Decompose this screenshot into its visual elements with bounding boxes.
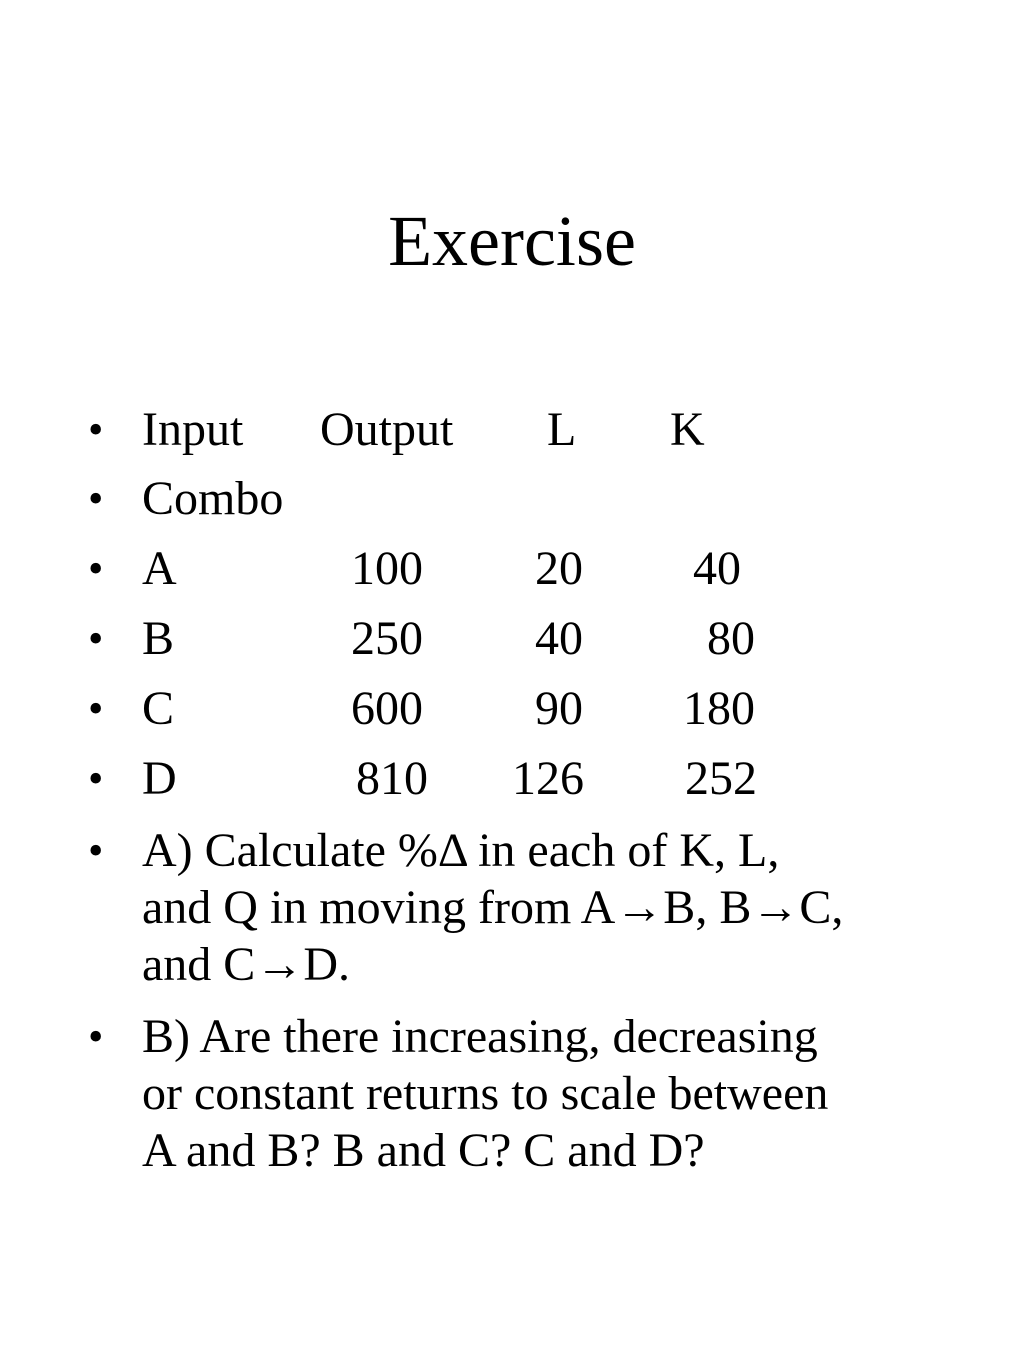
header-k: K: [670, 403, 705, 456]
table-row: [0, 609, 1024, 669]
row-l: 20: [535, 542, 583, 595]
bullet-icon: •: [88, 405, 104, 454]
table-header-row-2: [0, 469, 1024, 529]
table-row: [0, 539, 1024, 599]
row-k: 40: [693, 542, 741, 595]
bullet-icon: •: [88, 1012, 104, 1061]
row-k: 180: [683, 682, 755, 735]
row-l: 40: [535, 612, 583, 665]
bullet-icon: •: [88, 826, 104, 875]
question-a-line: and Q in moving from A→B, B→C,: [142, 881, 844, 934]
row-output: 600: [351, 682, 423, 735]
question-a-line: and C→D.: [142, 938, 350, 991]
row-combo: B: [142, 612, 175, 665]
bullet-icon: •: [88, 754, 104, 803]
row-l: 90: [535, 682, 583, 735]
bullet-icon: •: [88, 684, 104, 733]
row-output: 250: [351, 612, 423, 665]
question-b-line: A and B? B and C? C and D?: [142, 1124, 705, 1177]
bullet-icon: •: [88, 474, 104, 523]
slide-title: Exercise: [388, 201, 636, 281]
header-combo: Combo: [142, 472, 284, 525]
header-output: Output: [320, 403, 454, 456]
row-output: 100: [351, 542, 423, 595]
question-b-text: [142, 1008, 942, 1179]
row-combo: D: [142, 752, 177, 805]
question-a-text: [142, 822, 942, 993]
row-output: 810: [356, 752, 428, 805]
header-input: Input: [142, 403, 244, 456]
table-row: [0, 749, 1024, 809]
row-k: 252: [685, 752, 757, 805]
header-l: L: [547, 403, 577, 456]
question-a-line: A) Calculate %Δ in each of K, L,: [142, 824, 780, 877]
question-b-line: or constant returns to scale between: [142, 1067, 829, 1120]
row-combo: C: [142, 682, 175, 735]
row-combo: A: [142, 542, 177, 595]
bullet-icon: •: [88, 614, 104, 663]
table-header-row: [0, 400, 1024, 460]
bullet-icon: •: [88, 544, 104, 593]
table-row: [0, 679, 1024, 739]
row-l: 126: [512, 752, 584, 805]
question-b-line: B) Are there increasing, decreasing: [142, 1010, 818, 1063]
row-k: 80: [707, 612, 755, 665]
